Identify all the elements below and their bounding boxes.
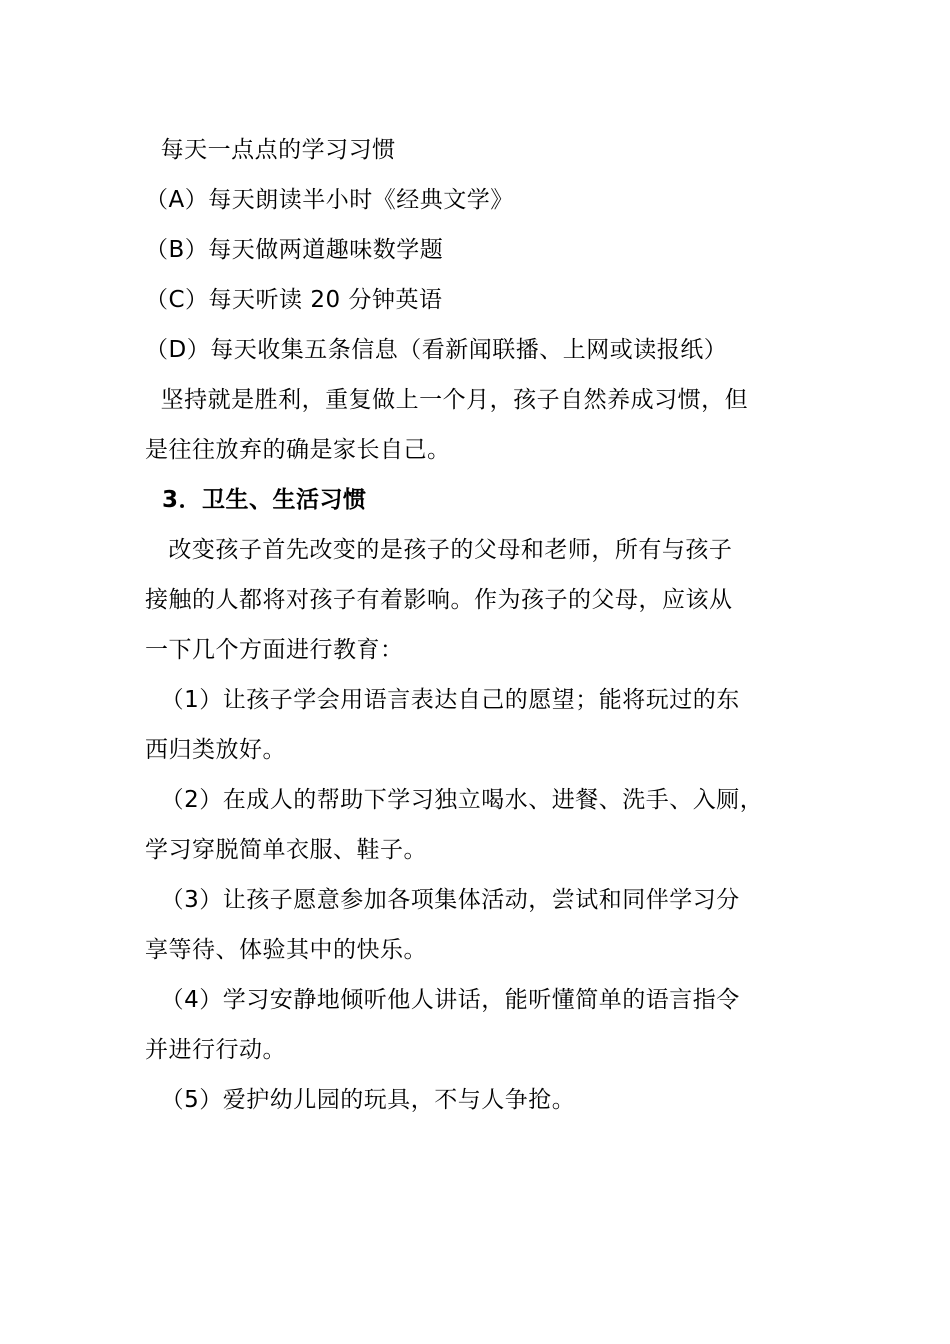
list-item-5: （5）爱护幼儿园的玩具，不与人争抢。 [145, 1087, 576, 1113]
paragraph-line: 改变孩子首先改变的是孩子的父母和老师，所有与孩子 [145, 537, 733, 563]
list-item-3: （3）让孩子愿意参加各项集体活动，尝试和同伴学习分 [145, 887, 740, 913]
paragraph-line: 一下几个方面进行教育： [145, 637, 404, 663]
list-item-2-continued: 学习穿脱简单衣服、鞋子。 [145, 837, 427, 863]
list-item-4: （4）学习安静地倾听他人讲话，能听懂简单的语言指令 [145, 987, 740, 1013]
list-item-3-continued: 享等待、体验其中的快乐。 [145, 937, 427, 963]
list-item-4-continued: 并进行行动。 [145, 1037, 286, 1063]
section-heading: 3．卫生、生活习惯 [145, 487, 367, 513]
habit-item-b: （B）每天做两道趣味数学题 [145, 237, 444, 263]
habit-item-a: （A）每天朗读半小时《经典文学》 [145, 187, 514, 213]
intro-line: 每天一点点的学习习惯 [145, 137, 396, 163]
habit-item-c: （C）每天听读 20 分钟英语 [145, 287, 443, 313]
paragraph-line: 是往往放弃的确是家长自己。 [145, 437, 451, 463]
list-item-2: （2）在成人的帮助下学习独立喝水、进餐、洗手、入厕， [145, 787, 764, 813]
habit-item-d: （D）每天收集五条信息（看新闻联播、上网或读报纸） [145, 337, 728, 363]
paragraph-line: 接触的人都将对孩子有着影响。作为孩子的父母，应该从 [145, 587, 733, 613]
list-item-1-continued: 西归类放好。 [145, 737, 286, 763]
list-item-1: （1）让孩子学会用语言表达自己的愿望；能将玩过的东 [145, 687, 740, 713]
paragraph-line: 坚持就是胜利，重复做上一个月，孩子自然养成习惯，但 [145, 387, 749, 413]
